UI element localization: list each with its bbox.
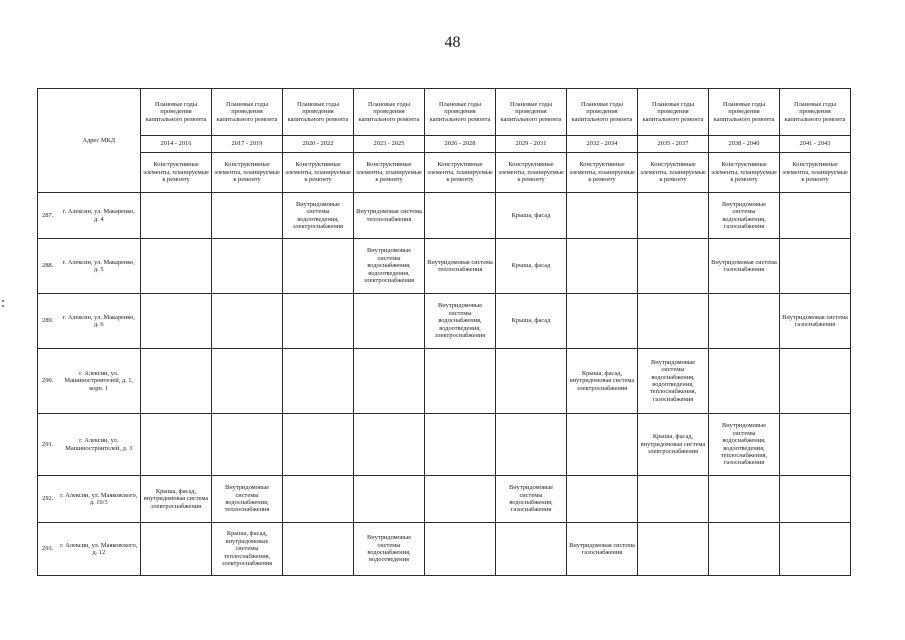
repair-elements-cell (283, 523, 354, 576)
elements-heading: Конструктивные элементы, планируемые к ремонту (567, 153, 638, 193)
scan-mark (2, 305, 4, 307)
repair-elements-cell: Внутридомовые системы водоснабжения, водоотведения, электроснабжения (425, 294, 496, 349)
repair-elements-cell (354, 294, 425, 349)
repair-elements-cell (141, 294, 212, 349)
repair-elements-cell: Внутридомовые системы водоснабжения, водоотведения, электроснабжения (354, 239, 425, 294)
row-number: 291. (38, 414, 58, 476)
repair-elements-cell: Внутридомовые системы водоснабжения, водоотведения, теплоснабжения, газоснабжения (709, 414, 780, 476)
elements-heading: Конструктивные элементы, планируемые к ремонту (425, 153, 496, 193)
repair-elements-cell (780, 193, 851, 239)
repair-elements-cell (354, 414, 425, 476)
repair-elements-cell: Внутридомовая система газоснабжения (709, 239, 780, 294)
repair-elements-cell (638, 294, 709, 349)
repair-elements-cell (567, 476, 638, 523)
table-row (38, 193, 851, 239)
repair-elements-cell (212, 193, 283, 239)
period-heading: Плановые годы проведения капитального ремонта (709, 89, 780, 136)
repair-elements-cell (567, 294, 638, 349)
row-address: г. Алексин, ул. Машиностроителей, д. 3 (58, 414, 141, 476)
table-row (38, 349, 851, 414)
repair-elements-cell: Внутридомовая система газоснабжения (780, 294, 851, 349)
repair-elements-cell (567, 239, 638, 294)
repair-elements-cell: Внутридомовые системы водоснабжения, водоотведения, теплоснабжения, газоснабжения (638, 349, 709, 414)
period-heading: Плановые годы проведения капитального ремонта (212, 89, 283, 136)
repair-elements-cell (425, 349, 496, 414)
repair-elements-cell (425, 476, 496, 523)
page-number: 48 (444, 34, 461, 51)
elements-heading: Конструктивные элементы, планируемые к ремонту (141, 153, 212, 193)
elements-heading: Конструктивные элементы, планируемые к ремонту (212, 153, 283, 193)
repair-elements-cell (354, 349, 425, 414)
table-row (38, 476, 851, 523)
header-row-elements (38, 153, 851, 193)
repair-elements-cell (425, 414, 496, 476)
repair-elements-cell (141, 193, 212, 239)
row-address: г. Алексин, ул. Маяковского, д. 10/3 (58, 476, 141, 523)
row-number: 288. (38, 239, 58, 294)
elements-heading: Конструктивные элементы, планируемые к ремонту (780, 153, 851, 193)
row-number: 287. (38, 193, 58, 239)
repair-elements-cell (141, 414, 212, 476)
repair-elements-cell (638, 476, 709, 523)
table-body (38, 89, 851, 576)
period-years: 2023 - 2025 (354, 136, 425, 153)
repair-elements-cell (638, 239, 709, 294)
period-heading: Плановые годы проведения капитального ремонта (567, 89, 638, 136)
repair-elements-cell (212, 239, 283, 294)
row-number: 292. (38, 476, 58, 523)
repair-elements-cell: Внутридомовая система теплоснабжения (354, 193, 425, 239)
repair-elements-cell (212, 349, 283, 414)
header-address: Адрес МКД (58, 89, 141, 193)
repair-elements-cell (780, 523, 851, 576)
period-heading: Плановые годы проведения капитального ремонта (141, 89, 212, 136)
period-heading: Плановые годы проведения капитального ремонта (638, 89, 709, 136)
row-number: 293. (38, 523, 58, 576)
elements-heading: Конструктивные элементы, планируемые к ремонту (638, 153, 709, 193)
repair-elements-cell: Крыша, фасад, внутридомовая система электроснабжения (141, 476, 212, 523)
repair-elements-cell (638, 523, 709, 576)
repair-elements-cell (212, 414, 283, 476)
repair-elements-cell (780, 349, 851, 414)
scan-mark (2, 300, 4, 302)
period-heading: Плановые годы проведения капитального ремонта (283, 89, 354, 136)
period-years: 2017 - 2019 (212, 136, 283, 153)
repair-elements-cell: Внутридомовая система теплоснабжения (425, 239, 496, 294)
repair-elements-cell (212, 294, 283, 349)
repair-elements-cell (709, 523, 780, 576)
table-row (38, 239, 851, 294)
period-heading: Плановые годы проведения капитального ремонта (496, 89, 567, 136)
repair-elements-cell: Крыша, фасад (496, 294, 567, 349)
repair-elements-cell (283, 349, 354, 414)
period-years: 2020 - 2022 (283, 136, 354, 153)
repair-elements-cell: Внутридомовые системы водоснабжения, водоотведения (354, 523, 425, 576)
repair-elements-cell: Внутридомовые системы водоснабжения, газоснабжения (496, 476, 567, 523)
period-years: 2032 - 2034 (567, 136, 638, 153)
repair-elements-cell (567, 414, 638, 476)
table-row (38, 523, 851, 576)
repair-elements-cell (425, 193, 496, 239)
repair-elements-cell: Внутридомовые системы водоотведения, электроснабжения (283, 193, 354, 239)
row-number: 290. (38, 349, 58, 414)
period-years: 2029 - 2031 (496, 136, 567, 153)
period-years: 2026 - 2028 (425, 136, 496, 153)
repair-elements-cell (709, 294, 780, 349)
repair-elements-cell (283, 414, 354, 476)
repair-elements-cell (425, 523, 496, 576)
header-num-cell (38, 89, 58, 193)
repair-schedule-table (37, 88, 851, 576)
row-number: 289. (38, 294, 58, 349)
repair-elements-cell (496, 414, 567, 476)
repair-elements-cell (567, 193, 638, 239)
period-years: 2035 - 2037 (638, 136, 709, 153)
elements-heading: Конструктивные элементы, планируемые к ремонту (496, 153, 567, 193)
repair-elements-cell (709, 476, 780, 523)
repair-elements-cell: Крыша, фасад, внутридомовые системы теплоснабжения, электроснабжения (212, 523, 283, 576)
period-heading: Плановые годы проведения капитального ремонта (780, 89, 851, 136)
table-row (38, 414, 851, 476)
period-heading: Плановые годы проведения капитального ремонта (425, 89, 496, 136)
period-years: 2041 - 2043 (780, 136, 851, 153)
repair-elements-cell: Внутридомовая система газоснабжения (567, 523, 638, 576)
repair-elements-cell (709, 349, 780, 414)
repair-elements-cell (780, 414, 851, 476)
repair-elements-cell: Крыша, фасад, внутридомовая система электроснабжения (567, 349, 638, 414)
row-address: г. Алексин, ул. Макаренко, д. 4 (58, 193, 141, 239)
row-address: г. Алексин, ул. Маяковского, д. 12 (58, 523, 141, 576)
repair-elements-cell (141, 349, 212, 414)
repair-elements-cell (780, 239, 851, 294)
repair-elements-cell (283, 239, 354, 294)
row-address: г. Алексин, ул. Макаренко, д. 5 (58, 239, 141, 294)
header-row-years (38, 136, 851, 153)
repair-elements-cell: Крыша, фасад, внутридомовая система электроснабжения (638, 414, 709, 476)
repair-elements-cell (354, 476, 425, 523)
header-row-periods (38, 89, 851, 136)
period-years: 2038 - 2040 (709, 136, 780, 153)
repair-elements-cell (283, 294, 354, 349)
repair-elements-cell (780, 476, 851, 523)
repair-elements-cell (496, 349, 567, 414)
period-heading: Плановые годы проведения капитального ремонта (354, 89, 425, 136)
repair-elements-cell (638, 193, 709, 239)
elements-heading: Конструктивные элементы, планируемые к ремонту (283, 153, 354, 193)
repair-elements-cell (141, 523, 212, 576)
repair-elements-cell: Крыша, фасад (496, 239, 567, 294)
period-years: 2014 - 2016 (141, 136, 212, 153)
elements-heading: Конструктивные элементы, планируемые к ремонту (354, 153, 425, 193)
repair-elements-cell (141, 239, 212, 294)
repair-elements-cell: Крыша, фасад (496, 193, 567, 239)
table-row (38, 294, 851, 349)
repair-elements-cell: Внутридомовые системы водоснабжения, газоснабжения (709, 193, 780, 239)
row-address: г. Алексин, ул. Макаренко, д. 6 (58, 294, 141, 349)
repair-elements-cell: Внутридомовые системы водоснабжения, теплоснабжения (212, 476, 283, 523)
row-address: г. Алексин, ул. Машиностроителей, д. 1, корп. 1 (58, 349, 141, 414)
repair-elements-cell (496, 523, 567, 576)
repair-elements-cell (283, 476, 354, 523)
elements-heading: Конструктивные элементы, планируемые к ремонту (709, 153, 780, 193)
